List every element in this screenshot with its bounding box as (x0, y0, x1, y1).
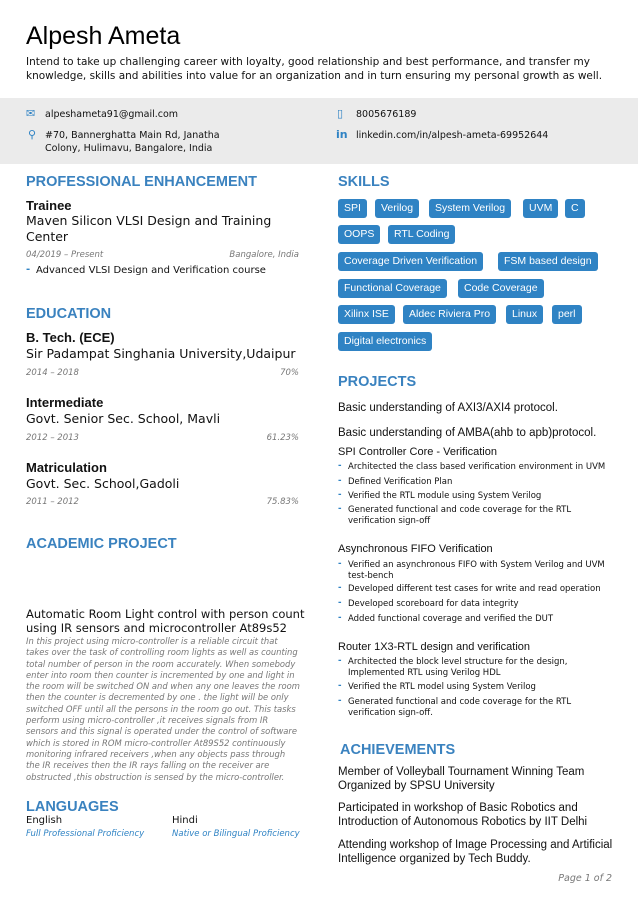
project-bullet: - Generated functional and code coverage for the RTL verification sign-off. (338, 697, 608, 719)
project-title: Router 1X3-RTL design and verification (338, 641, 530, 653)
location-icon: ⚲ (28, 128, 37, 141)
edu-school: Govt. Senior Sec. School, Mavli (26, 411, 221, 426)
project-bullet: - Verified the RTL module using System Verilog (338, 491, 608, 502)
project-bullet: - Architected the block level structure for the design, Implemented RTL using Verilog HDL (338, 657, 608, 679)
academic-heading: ACADEMIC PROJECT (26, 536, 177, 552)
achievements-heading: ACHIEVEMENTS (340, 742, 456, 758)
project-title: SPI Controller Core - Verification (338, 446, 497, 458)
language-name: English (26, 815, 63, 826)
skills-heading: SKILLS (338, 174, 390, 190)
edu-score: 70% (280, 368, 299, 378)
edu-period: 2014 – 2018 (26, 368, 79, 378)
linkedin-icon: in (336, 128, 348, 141)
project-bullet: - Defined Verification Plan (338, 477, 608, 488)
contact-bar (0, 98, 638, 164)
skill-tag: System Verilog (429, 199, 511, 218)
skill-tag: Functional Coverage (338, 279, 447, 298)
professional-period: 04/2019 – Present (26, 250, 104, 260)
edu-degree: Matriculation (26, 460, 107, 475)
education-heading: EDUCATION (26, 306, 112, 322)
project-line: Basic understanding of AXI3/AXI4 protocol. (338, 402, 558, 414)
skill-tag: OOPS (338, 225, 380, 244)
skill-tag: FSM based design (498, 252, 598, 271)
edu-school: Sir Padampat Singhania University,Udaipur (26, 346, 296, 361)
linkedin-link[interactable]: linkedin.com/in/alpesh-ameta-69952644 (356, 130, 549, 141)
edu-score: 75.83% (266, 497, 299, 507)
phone: 8005676189 (356, 109, 417, 120)
edu-period: 2012 – 2013 (26, 433, 79, 443)
academic-title: Automatic Room Light control with person count using IR sensors and microcontroller At89s52 (26, 607, 305, 635)
skill-tag: Verilog (375, 199, 419, 218)
project-bullet: - Generated functional and code coverage for the RTL verification sign-off (338, 505, 608, 527)
summary: Intend to take up challenging career with loyalty, good relationship and best performance, and transfer my knowledge, skills and abilities into value for an organization and in turn ensuring my personal growth as well. (26, 56, 603, 82)
skill-tag: UVM (523, 199, 558, 218)
academic-description: In this project using micro-controller is a reliable circuit that takes over the task of controlling room lights as well as counting total number of person in the room accurately. When somebody enter into room then counter is incremented by one and light in the room will be switched ON and when any one leaves the room then the counter is decremented by one . the light will be only switched OFF until all the persons in the room go out. This tasks perform using micro-controller ,it receives signals from IR sensors and this signal is operated under the control of software which is stored in ROM micro-controller At89S52 continuously monitoring infrared receivers ,when any objects pass through the IR receives then the IR rays falling on the receiver are obstructed ,this obstruction is sensed by the micro-controller. (26, 636, 300, 782)
achievement-item: Attending workshop of Image Processing and Artificial Intelligence organized by Tech Buddy. (338, 839, 613, 865)
project-bullet: - Architected the class based verification environment in UVM (338, 462, 608, 473)
address: #70, Bannerghatta Main Rd, Janatha Colony, Hulimavu, Bangalore, India (45, 130, 220, 154)
project-line: Basic understanding of AMBA(ahb to apb)protocol. (338, 427, 597, 439)
skill-tag: RTL Coding (388, 225, 455, 244)
professional-bullet: - Advanced VLSI Design and Verification course (26, 265, 316, 277)
edu-degree: B. Tech. (ECE) (26, 330, 115, 345)
project-bullet: - Verified the RTL model using System Verilog (338, 682, 608, 693)
edu-degree: Intermediate (26, 395, 104, 410)
project-title: Asynchronous FIFO Verification (338, 543, 493, 555)
phone-icon: ▯ (337, 107, 344, 120)
page-number: Page 1 of 2 (558, 873, 612, 884)
skill-tag: C (565, 199, 585, 218)
skill-tag: Digital electronics (338, 332, 432, 351)
skill-tag: Aldec Riviera Pro (403, 305, 496, 324)
achievement-item: Member of Volleyball Tournament Winning Team Organized by SPSU University (338, 766, 585, 792)
projects-heading: PROJECTS (338, 374, 417, 390)
project-bullet: - Developed different test cases for write and read operation (338, 584, 608, 595)
professional-location: Bangalore, India (229, 250, 299, 260)
skill-tag: Xilinx ISE (338, 305, 395, 324)
skill-tag: perl (552, 305, 582, 324)
languages-heading: LANGUAGES (26, 799, 119, 815)
professional-heading: PROFESSIONAL ENHANCEMENT (26, 174, 257, 190)
skill-tag: Code Coverage (458, 279, 544, 298)
edu-score: 61.23% (266, 433, 299, 443)
project-bullet: - Verified an asynchronous FIFO with System Verilog and UVM test-bench (338, 560, 608, 582)
language-name: Hindi (172, 815, 198, 826)
language-level: Full Professional Proficiency (26, 829, 145, 839)
email-icon: ✉ (26, 107, 36, 120)
project-bullet: - Added functional coverage and verified the DUT (338, 614, 608, 625)
edu-school: Govt. Sec. School,Gadoli (26, 476, 180, 491)
edu-period: 2011 – 2012 (26, 497, 79, 507)
professional-org: Maven Silicon VLSI Design and Training Center (26, 213, 272, 244)
skill-tag: Linux (506, 305, 543, 324)
skill-tag: SPI (338, 199, 367, 218)
project-bullet: - Developed scoreboard for data integrity (338, 599, 608, 610)
professional-role: Trainee (26, 198, 72, 213)
candidate-name: Alpesh Ameta (26, 22, 181, 50)
language-level: Native or Bilingual Proficiency (172, 829, 300, 839)
achievement-item: Participated in workshop of Basic Robotics and Introduction of Autonomous Robotics by IIT Delhi (338, 802, 588, 828)
email-link[interactable]: alpeshameta91@gmail.com (45, 109, 179, 120)
skill-tag: Coverage Driven Verification (338, 252, 483, 271)
